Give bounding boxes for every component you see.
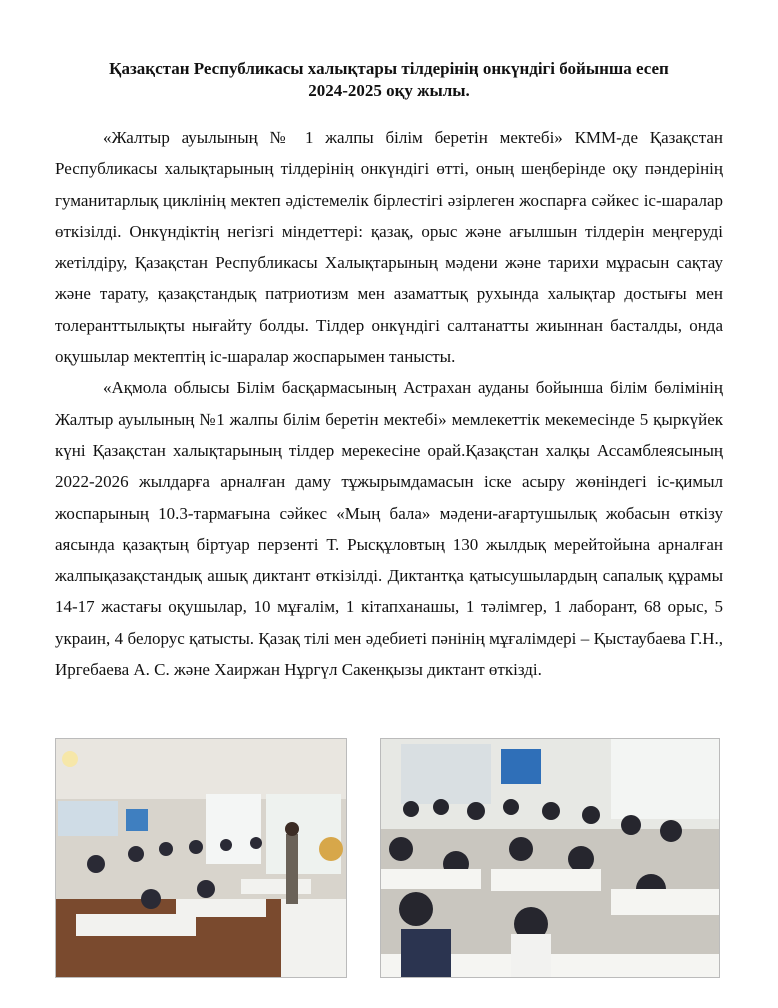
classroom-photo-right <box>380 738 720 978</box>
report-body <box>55 122 723 685</box>
title-line-2: 2024-2025 оқу жылы. <box>308 81 470 100</box>
classroom-photo-right-image <box>381 739 719 977</box>
classroom-photo-left <box>55 738 347 978</box>
title-line-1: Қазақстан Республикасы халықтары тілдерінің онкүндігі бойынша есеп <box>109 59 669 78</box>
report-title <box>40 58 738 102</box>
paragraph-2: «Ақмола облысы Білім басқармасының Астрахан ауданы бойынша білім бөлімінің Жалтыр ауылының №1 жалпы білім беретін мектебі» мемлекеттік мекемесінде 5 қыркүйек күні Қазақстан халықтарының тілдер мерекесіне орай.Қазақстан халқы Ассамблеясының 2022-2026 жылдарға арналған даму тұжырымдамасын іске асыру жөніндегі іс-қимыл жоспарының 10.3-тармағына сәйкес «Мың бала» мәдени-ағартушылық жобасын өткізу аясында қазақтың біртуар перзенті Т. Рысқұловтың 130 жылдық мерейтойына арналған жалпықазақстандық ашық диктант өткізілді. Диктантқа қатысушылардың сапалық құрамы 14-17 жастағы оқушылар, 10 мұғалім, 1 кітапханашы, 1 тәлімгер, 1 лаборант, 68 орыс, 5 украин, 4 белорус қатысты. Қазақ тілі мен әдебиеті пәнінің мұғалімдері – Қыстаубаева Г.Н., Иргебаева А. С. және Хаиржан Нұргүл Сакенқызы диктант өткізді. <box>55 378 723 680</box>
classroom-photo-left-image <box>56 739 346 977</box>
paragraph-1: «Жалтыр ауылының № 1 жалпы білім беретін мектебі» КММ-де Қазақстан Республикасы халықтарының тілдерінің онкүндігі өтті, оның шеңберінде оқу пәндерінің гуманитарлық циклінің мектеп әдістемелік бірлестігі әзірлеген жоспарға сәйкес іс-шаралар өткізілді. Онкүндіктің негізгі міндеттері: қазақ, орыс және ағылшын тілдерін меңгеруді жетілдіру, Қазақстан Республикасы Халықтарының мәдени және тарихи мұрасын сақтау және тарату, қазақстандық патриотизм мен азаматтық рухында халықтар достығы мен толеранттылықты нығайту болды. Тілдер онкүндігі салтанатты жиыннан басталды, онда оқушылар мектептің іс-шаралар жоспарымен танысты. <box>55 128 723 367</box>
